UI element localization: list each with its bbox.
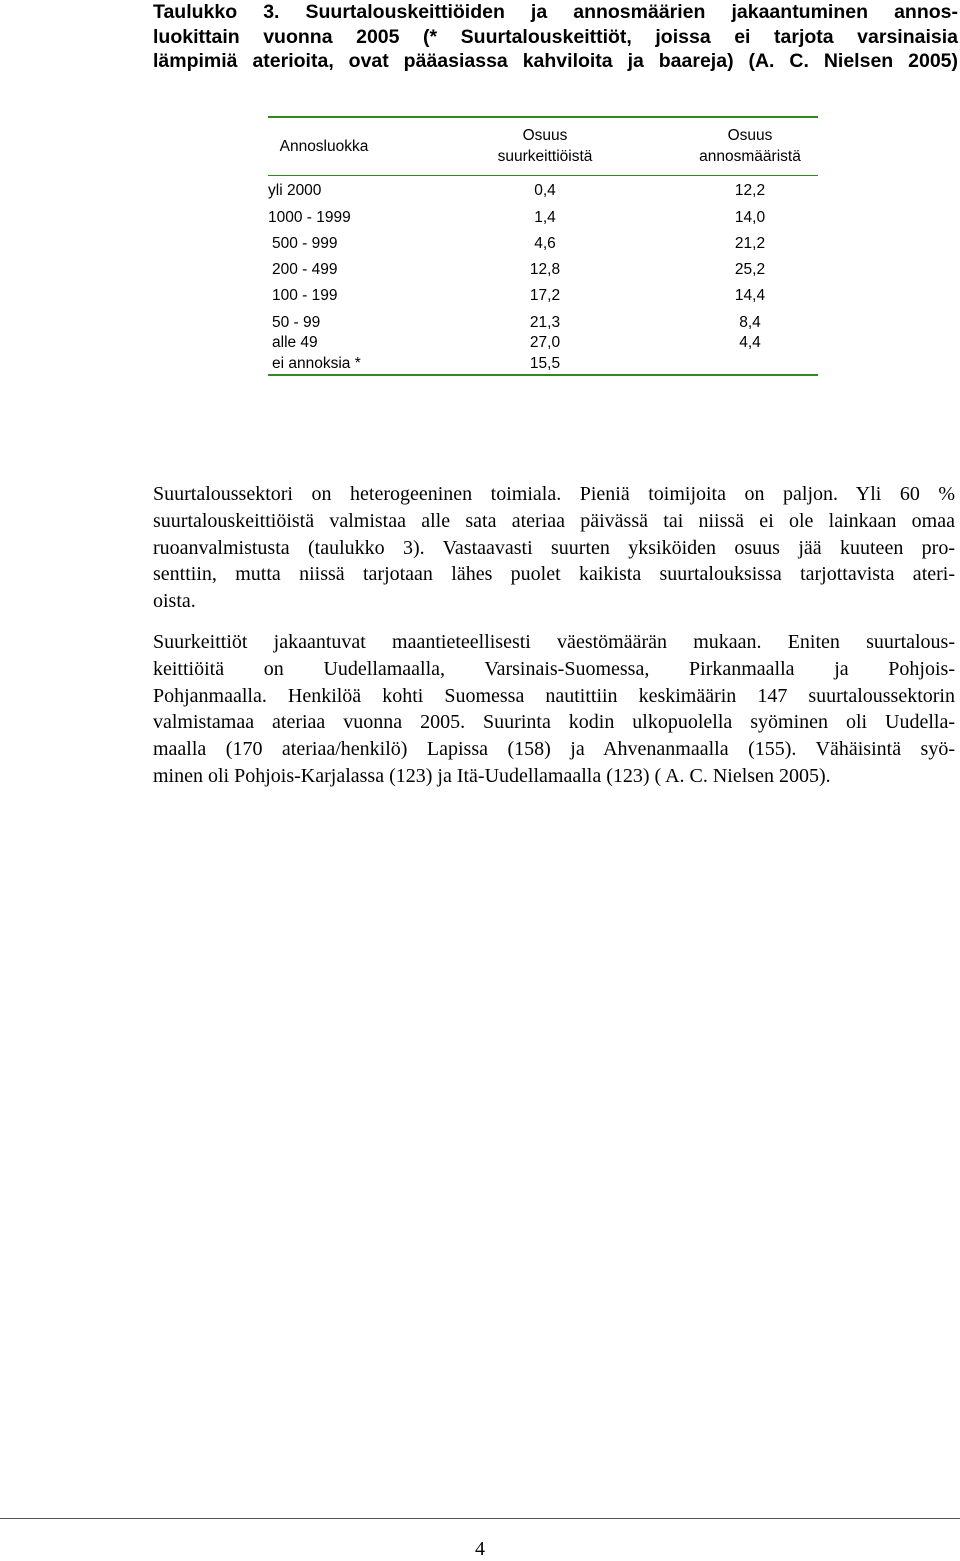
paragraph-1-line: senttiin, mutta niissä tarjotaan lähes puolet kaikista suurtalouksissa tarjottavista ateri- <box>153 563 955 586</box>
table-bottom-rule <box>268 374 818 376</box>
cell-portions: 8,4 <box>739 314 761 331</box>
paragraph-1-line: Suurtaloussektori on heterogeeninen toimiala. Pieniä toimijoita on paljon. Yli 60 % <box>153 483 955 505</box>
paragraph-2-line: keittiöitä on Uudellamaalla, Varsinais-Suomessa, Pirkanmaalla ja Pohjois- <box>153 657 955 680</box>
paragraph-2-line: valmistamaa ateriaa vuonna 2005. Suurinta kodin ulkopuolella syöminen oli Uudella- <box>153 711 955 734</box>
cell-portions: 14,0 <box>734 209 766 226</box>
cell-class: yli 2000 <box>268 182 322 199</box>
header-col2-line1: Osuus <box>522 127 568 144</box>
paragraph-1-line: suurtalouskeittiöistä valmistaa alle sata ateriaa päivässä tai niissä ei ole lainkaan omaa <box>153 509 955 532</box>
cell-portions: 21,2 <box>734 235 766 252</box>
cell-class: 50 - 99 <box>272 314 321 331</box>
cell-kitchens: 27,0 <box>529 334 561 351</box>
cell-class: 1000 - 1999 <box>268 209 351 226</box>
paragraph-2 <box>153 629 955 790</box>
header-osuus-suurkeittioista <box>470 125 620 167</box>
caption-line-1: Taulukko 3. Suurtalouskeittiöiden ja annosmäärien jakaantuminen annos- <box>153 1 958 23</box>
cell-class: alle 49 <box>272 334 318 351</box>
header-osuus-annosmaarista <box>680 125 820 167</box>
paragraph-2-line: minen oli Pohjois-Karjalassa (123) ja Itä-Uudellamaalla (123) ( A. C. Nielsen 2005). <box>153 764 831 787</box>
table-caption <box>153 0 958 74</box>
paragraph-2-line: Suurkeittiöt jakaantuvat maantieteellisesti väestömäärän mukaan. Eniten suurtalous- <box>153 631 955 653</box>
header-col3-line2: annosmääristä <box>699 148 801 165</box>
caption-line-2: luokittain vuonna 2005 (* Suurtalouskeittiöt, joissa ei tarjota varsinaisia <box>153 25 958 48</box>
table-header-rule <box>268 175 818 176</box>
page-number: 4 <box>475 1538 485 1560</box>
cell-kitchens: 15,5 <box>529 355 561 372</box>
paragraph-1 <box>153 481 955 615</box>
cell-class: ei annoksia * <box>272 355 361 372</box>
header-annosluokka: Annosluokka <box>279 138 369 155</box>
header-col2-line2: suurkeittiöistä <box>497 148 593 165</box>
paragraph-2-line: Pohjanmaalla. Henkilöä kohti Suomessa nautittiin keskimäärin 147 suurtaloussektorin <box>153 684 955 707</box>
cell-portions: 4,4 <box>739 334 761 351</box>
cell-kitchens: 17,2 <box>529 287 561 304</box>
header-col3-line1: Osuus <box>727 127 773 144</box>
caption-line-3: lämpimiä aterioita, ovat pääasiassa kahviloita ja baareja) (A. C. Nielsen 2005) <box>153 50 958 72</box>
paragraph-1-line: ruoanvalmistusta (taulukko 3). Vastaavasti suurten yksiköiden osuus jää kuuteen pro- <box>153 536 955 559</box>
paragraph-2-line: maalla (170 ateriaa/henkilö) Lapissa (158) ja Ahvenanmaalla (155). Vähäisintä syö- <box>153 738 955 761</box>
cell-kitchens: 12,8 <box>529 261 561 278</box>
cell-kitchens: 4,6 <box>534 235 556 252</box>
paragraph-1-line: oista. <box>153 590 196 613</box>
footer-divider <box>0 1518 960 1519</box>
cell-class: 500 - 999 <box>272 235 338 252</box>
cell-portions: 12,2 <box>734 182 766 199</box>
cell-kitchens: 0,4 <box>534 182 556 199</box>
cell-portions: 25,2 <box>734 261 766 278</box>
cell-portions: 14,4 <box>734 287 766 304</box>
cell-class: 200 - 499 <box>272 261 338 278</box>
cell-kitchens: 1,4 <box>534 209 556 226</box>
cell-class: 100 - 199 <box>272 287 338 304</box>
cell-kitchens: 21,3 <box>529 314 561 331</box>
table-top-rule <box>268 116 818 118</box>
